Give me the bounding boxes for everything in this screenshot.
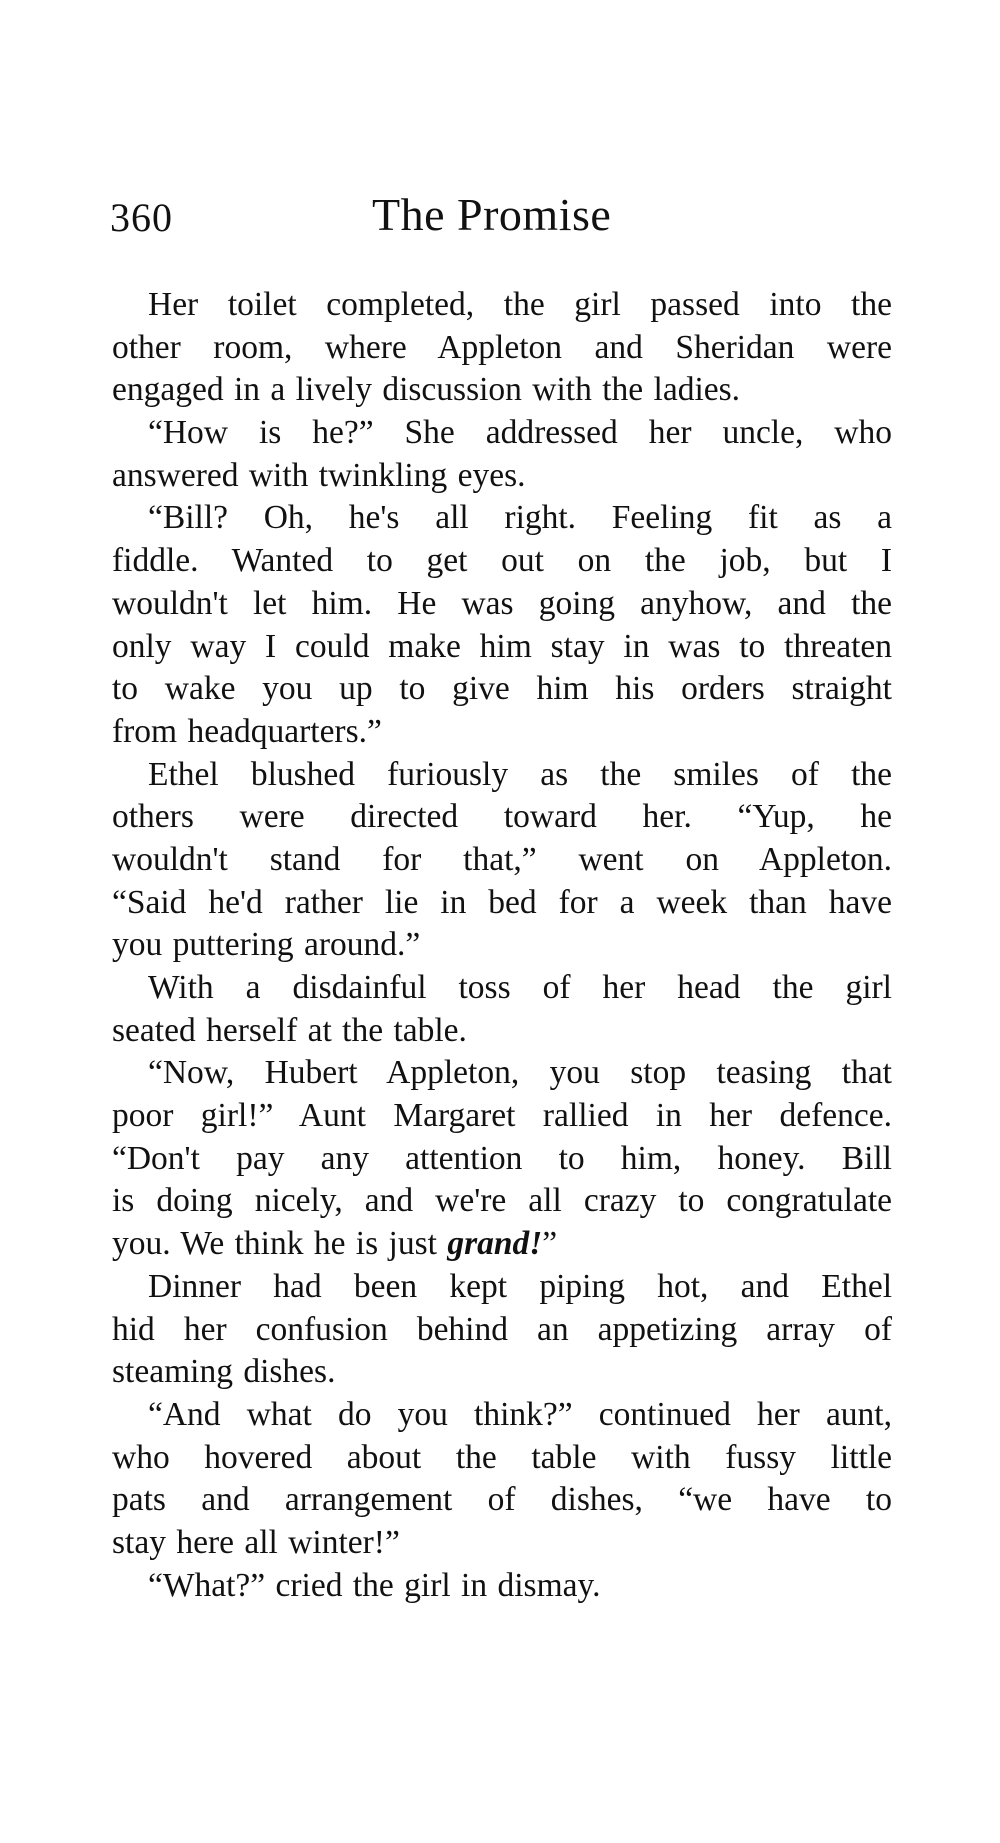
text-line: who hovered about the table with fussy little [112,1438,892,1476]
text-line: fiddle. Wanted to get out on the job, but I [112,542,892,580]
text-line: steaming dishes. [112,1353,336,1391]
text-line: “How is he?” She addressed her uncle, who [148,414,892,452]
text-line: “Said he'd rather lie in bed for a week than have [112,883,892,921]
text-line: is doing nicely, and we're all crazy to congratulate [112,1182,892,1220]
text-line: “Don't pay any attention to him, honey. Bill [112,1139,892,1177]
text-line: Her toilet completed, the girl passed into the [148,286,892,323]
text-line: to wake you up to give him his orders straight [112,670,892,708]
text-line: “What?” cried the girl in dismay. [148,1566,601,1604]
text-line: engaged in a lively discussion with the ladies. [112,371,741,409]
text-line: other room, where Appleton and Sheridan were [112,328,892,366]
text-line: you puttering around.” [112,926,421,964]
text-line: answered with twinkling eyes. [112,456,526,494]
running-head [110,188,890,248]
book-title: The Promise [372,189,612,240]
text-line [112,1223,892,1266]
text-line: wouldn't stand for that,” went on Appleton. [112,840,892,878]
text-line: pats and arrangement of dishes, “we have to [112,1481,892,1519]
text-line: Ethel blushed furiously as the smiles of the [148,755,892,793]
emphasis-text: grand! [447,1225,543,1263]
text-line: Dinner had been kept piping hot, and Ethel [148,1267,892,1305]
text-line: seated herself at the table. [112,1011,467,1049]
text-line: poor girl!” Aunt Margaret rallied in her defence. [112,1097,892,1135]
page-number: 360 [110,195,173,240]
text-line: stay here all winter!” [112,1523,400,1561]
text-line: hid her confusion behind an appetizing array of [112,1310,892,1348]
body-text [112,284,892,1607]
text-run: you. We think he is just [112,1225,437,1263]
text-line: others were directed toward her. “Yup, he [112,798,892,836]
text-line: “Now, Hubert Appleton, you stop teasing that [148,1054,892,1092]
text-line: With a disdainful toss of her head the girl [148,969,892,1006]
text-line: only way I could make him stay in was to threaten [112,627,892,665]
text-line: wouldn't let him. He was going anyhow, and the [112,584,892,622]
text-line: “Bill? Oh, he's all right. Feeling fit as a [148,499,892,537]
text-line: from headquarters.” [112,712,382,750]
text-run: ” [542,1225,558,1263]
text-line: “And what do you think?” continued her aunt, [148,1395,892,1433]
